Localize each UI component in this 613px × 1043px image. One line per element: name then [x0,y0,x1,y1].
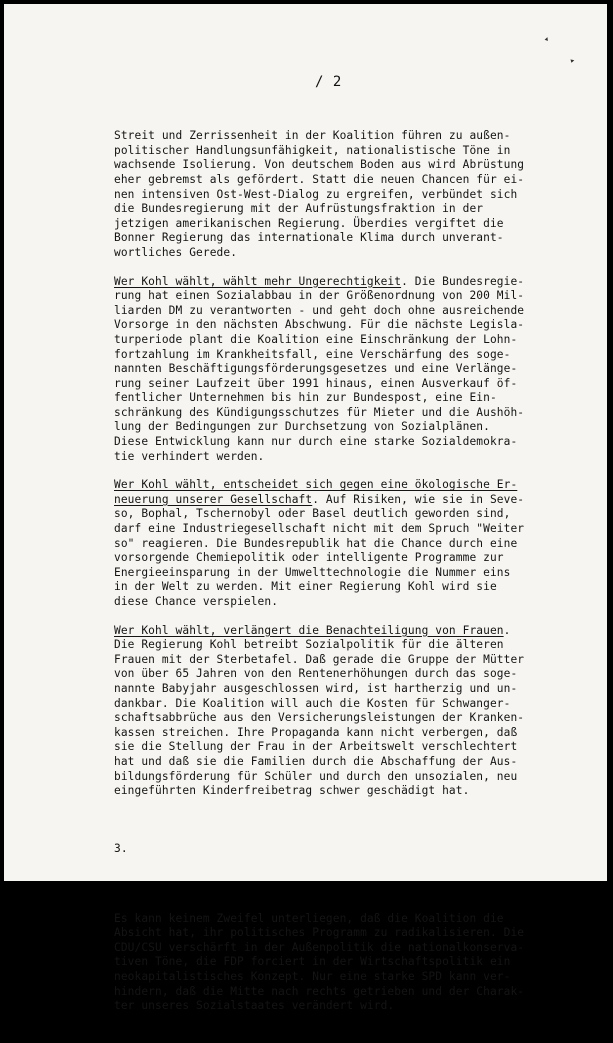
line-text: Energieeinsparung in der Umwelttechnologie die Nummer eins [114,565,511,579]
line-text: Bonner Regierung das internationale Klima durch unverant- [114,231,504,245]
text-line [114,726,534,741]
line-text: rung hat einen Sozialabbau in der Größenordnung von 200 Mil- [114,289,525,303]
text-line [114,755,534,770]
line-text: tiven Töne, die FDP forciert in der Wirtschaftspolitik ein [114,955,511,969]
text-line [114,955,534,970]
text-line [114,144,534,159]
line-text: kassen streichen. Ihre Propaganda kann nicht verbergen, daß [114,725,518,739]
section-number: 3. [114,841,128,855]
line-text: diese Chance verspielen. [114,595,279,608]
text-line [114,551,534,566]
text-line [114,333,534,348]
text-line [114,624,534,639]
text-line [114,188,534,203]
final-paragraph [114,912,534,1014]
line-text: fentlicher Unternehmen bis hin zur Bundespost, eine Ein- [114,391,497,405]
text-line [114,377,534,392]
paragraphs [114,129,534,799]
text-line [114,682,534,697]
text-line [114,158,534,173]
line-text: darf eine Industriegesellschaft nicht mit dem Spruch "Weiter [114,522,525,536]
line-text: nen intensiven Ost-West-Dialog zu ergreifen, verbündet sich [114,187,518,201]
scan-speck: ▴ [542,33,551,45]
line-text: fortzahlung im Krankheitsfall, eine Verschärfung des soge- [114,347,511,361]
line-text: vorsorgende Chemiepolitik oder intelligente Programme zur [114,551,504,565]
line-text: hat und daß sie die Familien durch die Abschaffung der Aus- [114,754,518,768]
text-line [114,493,534,508]
text-line [114,391,534,406]
text-line [114,580,534,595]
line-text: . [503,623,511,637]
underlined-heading: neuerung unserer Gesellschaft [114,492,313,506]
line-text: bildungsförderung für Schüler und durch den unsozialen, neu [114,769,518,783]
text-line [114,420,534,435]
text-line [114,653,534,668]
text-line [114,362,534,377]
line-text: Die Regierung Kohl betreibt Sozialpolitik für die älteren [114,638,504,652]
line-text: Diese Entwicklung kann nur durch eine starke Sozialdemokra- [114,435,518,449]
scan-speck: ▸ [568,55,577,67]
text-line [114,522,534,537]
text-line [114,926,534,941]
paragraph [114,129,534,260]
line-text: Es kann keinem Zweifel unterliegen, daß die Koalition die [114,911,504,925]
line-text: Frauen mit der Sterbetafel. Daß gerade die Gruppe der Mütter [114,652,525,666]
line-text: wortliches Gerede. [114,245,238,259]
line-text: von über 65 Jahren von den Rentenerhöhungen durch das soge- [114,667,518,681]
text-line [114,478,534,493]
text-line [114,566,534,581]
text-line [114,537,534,552]
paragraph [114,478,534,609]
line-text: politischer Handlungsunfähigkeit, nationalistische Töne in [114,143,511,157]
line-text: wachsende Isolierung. Von deutschem Boden aus wird Abrüstung [114,158,525,172]
text-line [114,638,534,653]
text-line [114,711,534,726]
paragraph [114,275,534,465]
text-line [114,740,534,755]
line-text: neokapitalistisches Konzept. Nur eine starke SPD kann ver- [114,970,511,984]
body-text [114,100,534,1043]
text-line [114,246,534,261]
line-text: rung seiner Laufzeit über 1991 hinaus, einen Ausverkauf öf- [114,376,518,390]
text-line [114,999,534,1014]
document-page [4,4,607,1013]
text-line [114,217,534,232]
line-text: schaftsabbrüche aus den Versicherungsleistungen der Kranken- [114,711,525,725]
text-line [114,941,534,956]
line-text: in der Welt zu werden. Mit einer Regierung Kohl wird sie [114,580,497,594]
text-line [114,275,534,290]
text-line [114,304,534,319]
line-text: nannten Beschäftigungsförderungsgesetzes und eine Verlänge- [114,362,518,376]
text-line [114,406,534,421]
line-text: . Die Bundesregie- [401,274,525,288]
line-text: die Bundesregierung mit der Aufrüstungsfraktion in der [114,202,484,216]
underlined-heading: Wer Kohl wählt, wählt mehr Ungerechtigkeit [114,274,402,288]
text-line [114,985,534,1000]
line-text: so, Bophal, Tschernobyl oder Basel deutlich geworden sind, [114,507,511,521]
text-line [114,507,534,522]
text-line [114,697,534,712]
line-text: eingeführten Kinderfreibetrag schwer geschädigt hat. [114,784,470,798]
line-text: Streit und Zerrissenheit in der Koalition führen zu außen- [114,129,511,143]
line-text: . Auf Risiken, wie sie in Seve- [312,492,525,506]
line-text: nannte Babyjahr ausgeschlossen wird, ist hartherzig und un- [114,681,518,695]
text-line [114,173,534,188]
line-text: sie die Stellung der Frau in der Arbeitswelt verschlechtert [114,740,518,754]
line-text: Absicht hat, ihr politisches Programm zu radikalisieren. Die [114,926,525,940]
line-text: ter unseres Sozialstaates verändert wird. [114,999,395,1013]
line-text: CDU/CSU verschärft in der Außenpolitik die nationalkonserva- [114,940,525,954]
line-text: jetzigen amerikanischen Regierung. Überdies vergiftet die [114,216,504,230]
line-text: eher gebremst als gefördert. Statt die neuen Chancen für ei- [114,172,525,186]
text-line [114,667,534,682]
text-line [114,129,534,144]
text-line [114,970,534,985]
text-line [114,231,534,246]
text-line [114,784,534,799]
text-line [114,289,534,304]
line-text: tie verhindert werden. [114,449,265,463]
text-line [114,770,534,785]
text-line [114,202,534,217]
text-line [114,450,534,465]
line-text: liarden DM zu verantworten - und geht doch ohne ausreichende [114,303,525,317]
text-line [114,595,534,610]
paragraph [114,624,534,799]
text-line [114,435,534,450]
text-line [114,348,534,363]
underlined-heading: Wer Kohl wählt, verlängert die Benachteiligung von Frauen [114,623,504,637]
line-text: hindern, daß die Mitte nach rechts getrieben und der Charak- [114,984,525,998]
underlined-heading: Wer Kohl wählt, entscheidet sich gegen eine ökologische Er- [114,478,518,492]
line-text: dankbar. Die Koalition will auch die Kosten für Schwanger- [114,696,511,710]
text-line [114,318,534,333]
text-line [114,912,534,927]
page-number: / 2 [315,74,342,90]
line-text: so" reagieren. Die Bundesrepublik hat die Chance durch eine [114,536,518,550]
line-text: lung der Bedingungen zur Durchsetzung von Sozialplänen. [114,420,490,434]
line-text: turperiode plant die Koalition eine Einschränkung der Lohn- [114,332,518,346]
line-text: schränkung des Kündigungsschutzes für Mieter und die Aushöh- [114,405,525,419]
line-text: Vorsorge in den nächsten Abschwung. Für die nächste Legisla- [114,318,525,332]
